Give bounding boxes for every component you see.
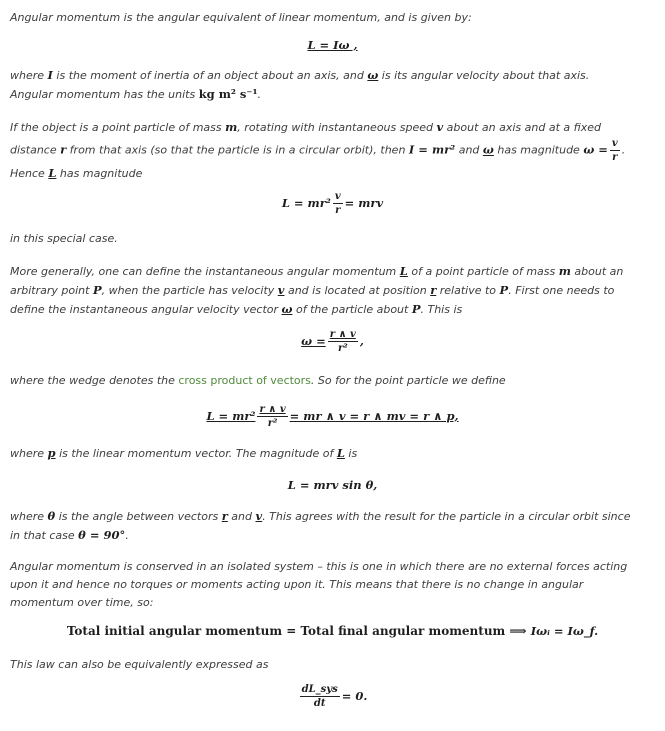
fraction-v-over-r: $\frac{v}{r}$ <box>611 138 618 163</box>
general-definition-paragraph: More generally, one can define the instantaneous angular momentum L of a point particle of mass m about an arbitrary point P, when the particle has velocity v and is located at position r relative to P. First one needs to define the instantaneous angular velocity vector ω of the particle about P. This is <box>10 264 624 316</box>
cross-product-paragraph: where the wedge denotes the cross product of vectors. So for the point particle we define <box>10 374 506 387</box>
equation-circular-orbit: L = mr² $\frac{v}{r}$ = mrv <box>281 191 384 216</box>
equation-angular-velocity: ω = $\frac{r \wedge v}{\text{r²}}$ , <box>301 329 364 354</box>
equation-conservation: Total initial angular momentum = Total final angular momentum ⟹ Iωᵢ = Iω_f. <box>66 624 599 638</box>
equation-magnitude: L = mrv sin θ, <box>287 478 378 492</box>
equation-angular-momentum: L = Iω , <box>307 38 358 52</box>
units: kg m² s⁻¹ <box>198 87 258 101</box>
linear-momentum-paragraph: where p is the linear momentum vector. The magnitude of L is <box>10 446 358 460</box>
angle-paragraph: where θ is the angle between vectors r and v. This agrees with the result for the particle in a circular orbit since in that case θ = 90°. <box>10 509 631 542</box>
point-particle-paragraph: If the object is a point particle of mass m, rotating with instantaneous speed v about an axis and at a fixed distance r from that axis (so that the particle is in a circular orbit), then I = mr² and ω has magnitude ω = $\frac{v}{r}$ . Hence L has magnitude <box>10 120 626 180</box>
equivalent-paragraph: This law can also be equivalently expressed as <box>10 658 269 671</box>
conservation-paragraph: Angular momentum is conserved in an isolated system – this is one in which there are no external forces acting upon it and hence no torques or moments acting upon it. This means that there is no change in angular momentum over time, so: <box>10 560 628 609</box>
cross-product-link[interactable]: cross product of vectors <box>178 374 311 387</box>
equation-general-angular-momentum: L = mr² $\frac{r \wedge v}{\text{r²}}$ = mr ∧ v = r ∧ mv = r ∧ p, <box>206 404 459 429</box>
definition-paragraph: where I is the moment of inertia of an object about an axis, and ω is its angular velocity about that axis. Angular momentum has the units kg m² s⁻¹. <box>10 68 590 101</box>
special-case-paragraph: in this special case. <box>10 232 118 245</box>
intro-paragraph: Angular momentum is the angular equivalent of linear momentum, and is given by: <box>10 11 472 24</box>
equation-time-derivative: $\frac{\text{dL\_sys}}{dt}$ = 0. <box>301 684 368 709</box>
